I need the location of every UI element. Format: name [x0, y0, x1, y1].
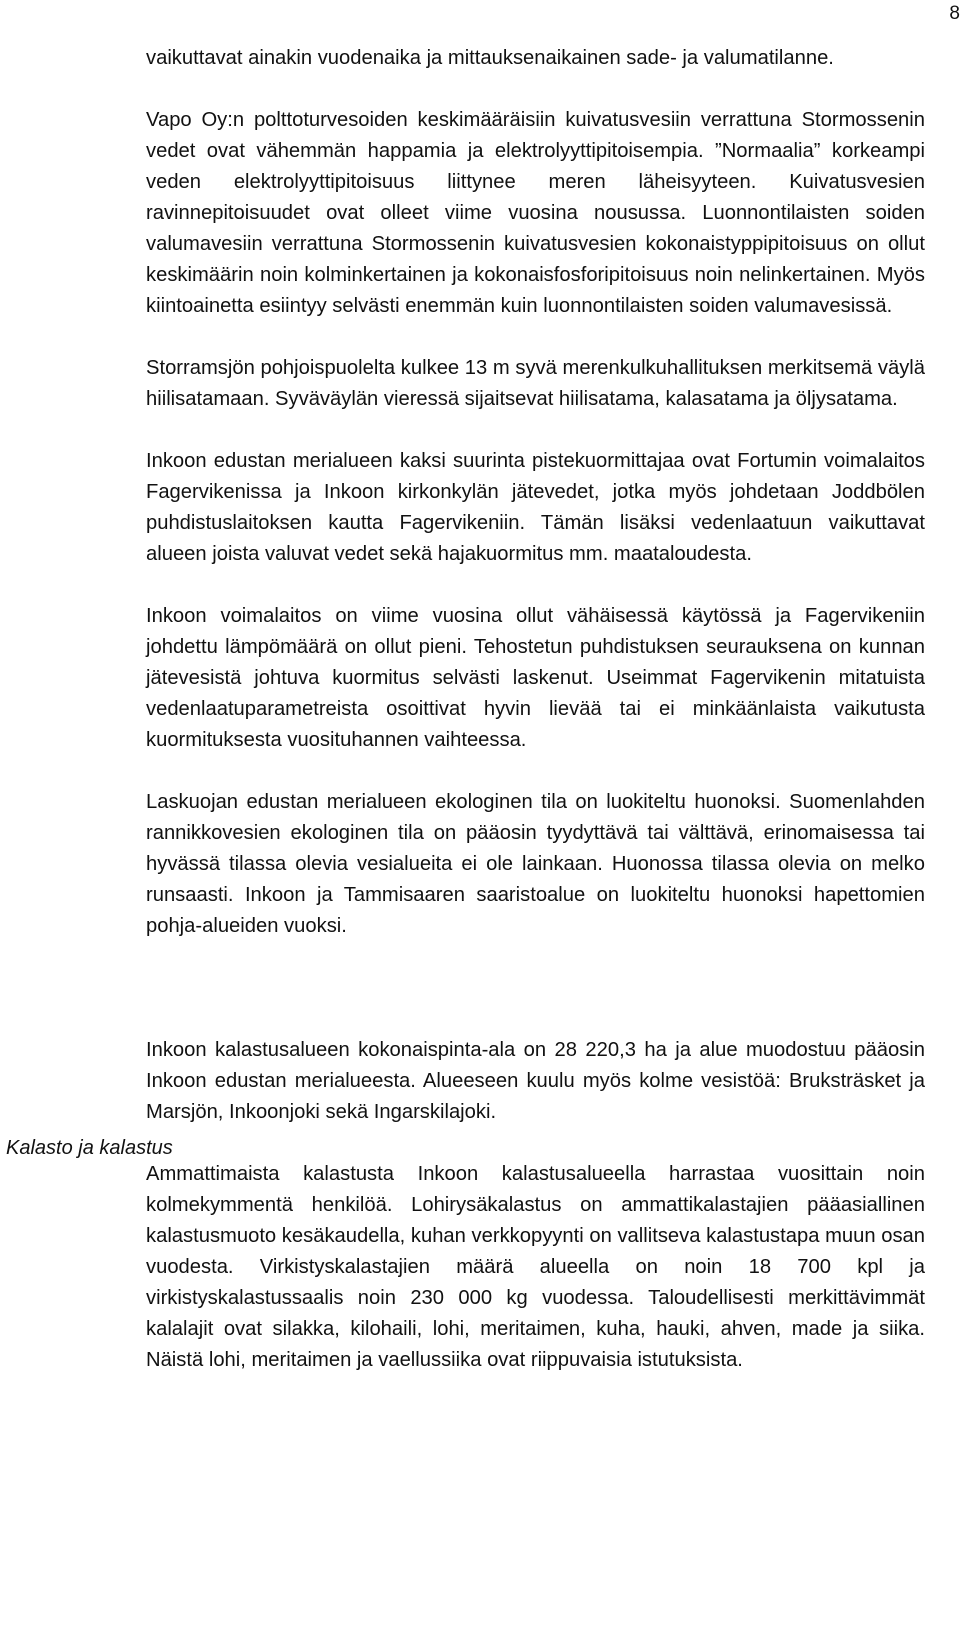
paragraph-ammattikalastus: Ammattimaista kalastusta Inkoon kalastusalueella harrastaa vuosittain noin kolmekymmentä henkilöä. Lohirysäkalastus on ammattikalastajien pääasiallinen kalastusmuoto kesäkaudella, kuhan verkkopyynti on vallitseva kalastustapa muun osan vuodesta. Virkistyskalastajien määrä alueella on noin 18 700 kpl ja virkistyskalastussaalis noin 230 000 kg vuodessa. Taloudellisesti merkittävimmät kalalajit ovat silakka, kilohaili, lohi, meritaimen, kuha, hauki, ahven, made ja siika. Näistä lohi, meritaimen ja vaellussiika ovat riippuvaisia istutuksista.	[146, 1163, 925, 1371]
paragraph-kuivatusvedet: Vapo Oy:n polttoturvesoiden keskimääräisiin kuivatusvesiin verrattuna Stormossenin vedet ovat vähemmän happamia ja elektrolyyttipitoisempia. ”Normaalia” korkeampi veden elektrolyyttipitoisuus liittynee meren läheisyyteen. Kuivatusvesien ravinnepitoisuudet ovat olleet viime vuosina nousussa. Luonnontilaisten soiden valumavesiin verrattuna Stormossenin kuivatusvesien kokonaistyppipitoisuus on ollut keskimäärin noin kolminkertainen ja kokonaisfosforipitoisuus noin nelinkertainen. Myös kiintoainetta esiintyy selvästi enemmän kuin luonnontilaisten soiden valumavesissä.	[146, 109, 925, 317]
body-text	[146, 43, 925, 1376]
paragraph-valumatilanne: vaikuttavat ainakin vuodenaika ja mittauksenaikainen sade- ja valumatilanne.	[146, 47, 834, 69]
paragraph-ekologinen-tila: Laskuojan edustan merialueen ekologinen tila on luokiteltu huonoksi. Suomenlahden rannikkovesien ekologinen tila on pääosin tyydyttävä tai välttävä, erinomaisessa tai hyvässä tilassa olevia vesialueita ei ole lainkaan. Huonossa tilassa olevia on melko runsaasti. Inkoon ja Tammisaaren saaristoalue on luokiteltu huonoksi hapettomien pohja-alueiden vuoksi.	[146, 791, 925, 937]
paragraph-vayla: Storramsjön pohjoispuolelta kulkee 13 m syvä merenkulkuhallituksen merkitsemä väylä hiilisatamaan. Syväväylän vieressä sijaitsevat hiilisatama, kalasatama ja öljysatama.	[146, 357, 925, 410]
page-number: 8	[949, 3, 960, 24]
paragraph-pistekuormittajat: Inkoon edustan merialueen kaksi suurinta pistekuormittajaa ovat Fortumin voimalaitos Fagervikenissa ja Inkoon kirkonkylän jätevedet, jotka myös johdetaan Joddbölen puhdistuslaitoksen kautta Fagervikeniin. Tämän lisäksi vedenlaatuun vaikuttavat alueen joista valuvat vedet sekä hajakuormitus mm. maataloudesta.	[146, 450, 925, 565]
paragraph-voimalaitos: Inkoon voimalaitos on viime vuosina ollut vähäisessä käytössä ja Fagervikeniin johdettu lämpömäärä on ollut pieni. Tehostetun puhdistuksen seurauksena on kunnan jätevesistä johtuva kuormitus selvästi laskenut. Useimmat Fagervikenin mitatuista vedenlaatuparametreista osoittivat hyvin lievää tai ei minkäänlaista vaikutusta kuormituksesta vuosituhannen vaihteessa.	[146, 605, 925, 751]
paragraph-kalastusalue: Inkoon kalastusalueen kokonaispinta-ala on 28 220,3 ha ja alue muodostuu pääosin Inkoon edustan merialueesta. Alueeseen kuulu myös kolme vesistöä: Bruksträsket ja Marsjön, Inkoonjoki sekä Ingarskilajoki.	[146, 1039, 925, 1123]
section-heading-kalasto: Kalasto ja kalastus	[6, 1137, 173, 1159]
